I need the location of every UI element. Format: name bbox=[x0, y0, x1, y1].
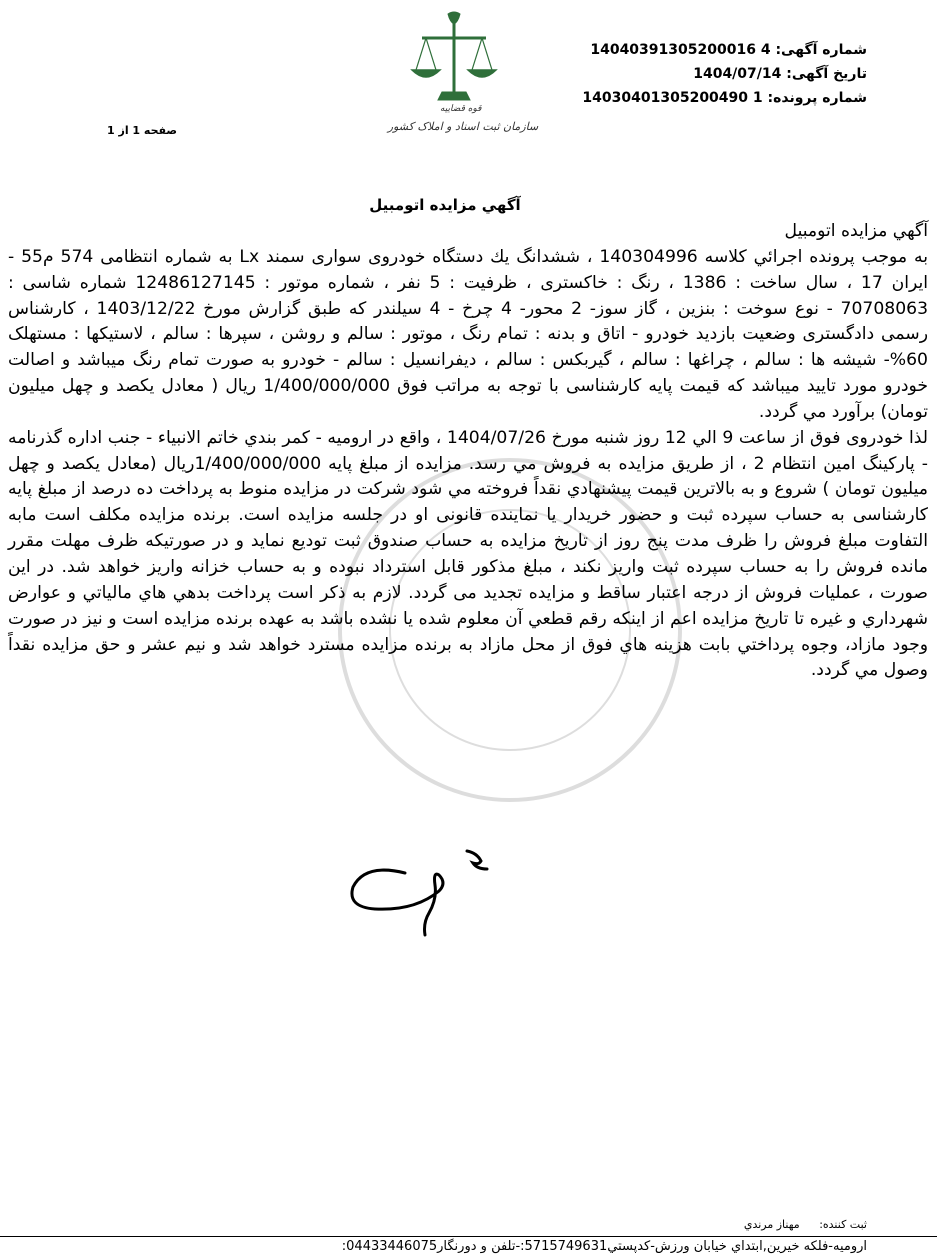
page-indicator: صفحه 1 از 1 bbox=[107, 124, 178, 137]
page-title: آگهي مزايده اتومبيل bbox=[369, 196, 521, 214]
registrar-label: ثبت كننده: bbox=[819, 1218, 867, 1231]
paragraph-vehicle-details: به موجب پرونده اجرائي كلاسه 140304996 ، ششدانگ يك دستگاه خودروی سواری سمند Lx به شماره انتظامی 574 م55 - ایران 17 ، سال ساخت : 1386 ، رنگ : خاکستری ، ظرفیت : 5 نفر ، شماره موتور : 12486127145 شماره شاسی : 70708063 - نوع سوخت : بنزين ، گاز سوز- 2 محور- 4 چرخ - 4 سیلندر كه طبق گزارش مورخ 1403/12/22 ، كارشناس رسمی دادگستری وضعيت بازديد خودرو - اتاق و بدنه : تمام رنگ ، موتور : سالم و روشن ، سپرها : سالم ، لاستیکها : مستهلک 60%- شیشه ها : سالم ، چراغها : سالم ، گيربكس : سالم ، ديفرانسيل : سالم - خودرو به صورت تمام رنگ ميباشد و اصالت خودرو مورد تاييد ميباشد كه قيمت پايه كارشناسی با توجه به مراتب فوق 1/400/000/000 ريال ( معادل يكصد و چهل ميليون تومان) برآورد مي گردد. bbox=[8, 246, 929, 422]
case-number-row bbox=[582, 86, 867, 110]
ad-date-value: 1404/07/14 bbox=[693, 66, 782, 82]
registrar-name: مهناز مرندي bbox=[743, 1218, 800, 1231]
ad-number-label: شماره آگهی: bbox=[775, 42, 867, 58]
body-heading: آگهي مزايده اتومبيل bbox=[784, 221, 928, 241]
org-line2: سازمان ثبت اسناد و املاک کشور bbox=[387, 120, 539, 133]
header-meta bbox=[582, 38, 867, 110]
org-line1: قوه قضاییه bbox=[440, 104, 482, 114]
ad-date-row bbox=[582, 62, 867, 86]
ad-number-row bbox=[582, 38, 867, 62]
case-number-label: شماره پرونده: bbox=[767, 90, 867, 106]
case-number-value: 14030401305200490 1 bbox=[582, 90, 763, 106]
footer-address: اروميه-فلكه خيرين,ابتداي خيابان ورزش-كدپستي5715749631:-تلفن و دورنگار04433446075: bbox=[341, 1239, 867, 1254]
announcement-body bbox=[8, 219, 928, 684]
handwritten-signature-icon bbox=[345, 845, 505, 940]
ad-date-label: تاریخ آگهی: bbox=[786, 66, 867, 82]
footer-divider bbox=[0, 1236, 937, 1237]
ad-number-value: 14040391305200016 4 bbox=[590, 42, 771, 58]
paragraph-auction-terms: لذا خودروی فوق از ساعت 9 الي 12 روز شنبه مورخ 1404/07/26 ، واقع در اروميه - كمر بندي خاتم الانبياء - جنب اداره گذرنامه - پاركينگ امين انتظام 2 ، از طريق مزايده به فروش مي رسد. مزايده از مبلغ پايه 1/400/000/000ريال (معادل يكصد و چهل ميليون تومان ) شروع و به بالاترين قيمت پيشنهادي نقداً فروخته مي شود شركت در مزايده منوط به پرداخت ده درصد از مبلغ پايه كارشناسی به حساب سپرده ثبت و حضور خريدار يا نماينده قانونی او در جلسه مزايده است. برنده مزايده مكلف است مابه التفاوت مبلغ فروش را ظرف مدت پنج روز از تاريخ مزايده به حساب صندوق ثبت توديع نمايد و در صورتيكه ظرف مهلت مقرر مانده فروش را به حساب سپرده ثبت واريز نكند ، مبلغ مذكور قابل استرداد نبوده و به حساب خزانه واريز خواهد شد. در اين صورت ، عمليات فروش از درجه اعتبار ساقط و مزايده تجديد مى گردد. لازم به ذكر است پرداخت بدهي هاي مالياتي و عوارض شهرداري و غيره تا تاريخ مزايده اعم از اينكه رقم قطعي آن معلوم شده يا نشده باشد به عهده برنده مزايده است و نيز در صورت وجود مازاد، وجوه پرداختي بابت هزينه هاي فوق از محل مازاد به برنده مزايده مسترد خواهد شد و نيم عشر و حق مزايده نقداً وصول مي گردد. bbox=[8, 427, 929, 681]
footer-registrar bbox=[744, 1218, 867, 1231]
